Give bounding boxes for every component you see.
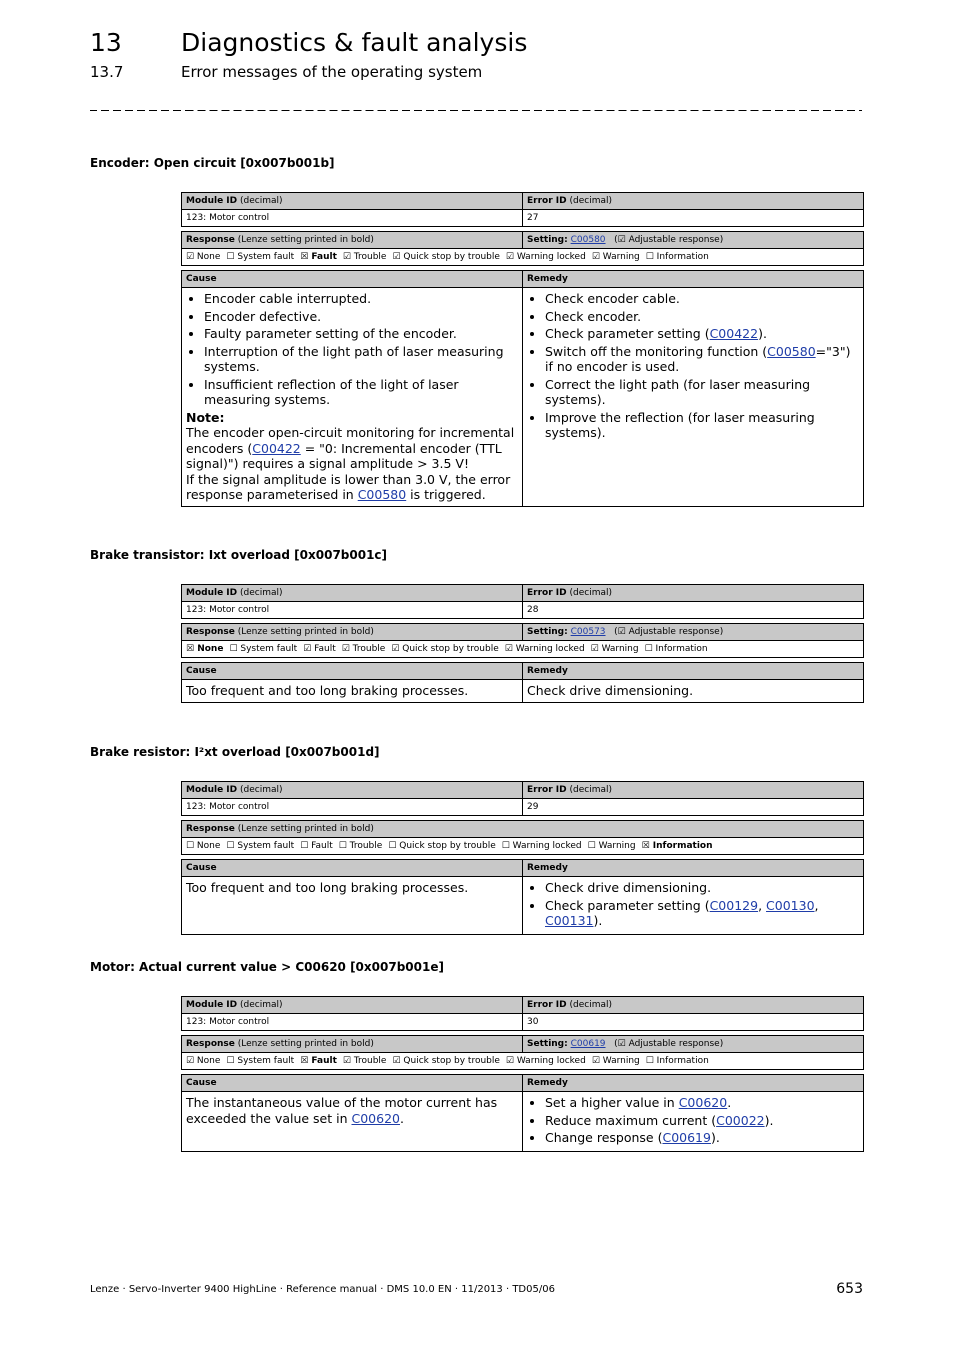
setting-link[interactable]: C00580 [570,235,606,245]
module-id-value: 123: Motor control [182,602,523,619]
link-c00620[interactable]: C00620 [678,1095,728,1110]
remedy-cell: • Check drive dimensioning. • Check parameter setting (C00129, C00130, C00131). [523,877,864,935]
error-id-value: 28 [523,602,864,619]
section-title: Error messages of the operating system [181,63,483,81]
response-options: ☑ None ☐ System fault ☒ Fault ☑ Trouble ☑ Quick stop by trouble ☑ Warning locked ☑ Warning ☐ Information [182,249,864,266]
response-table: Response (Lenze setting printed in bold) Setting: C00573 (☑ Adjustable response) ☒ None ☐ System fault ☑ Fault ☑ Trouble ☑ Quick stop by trouble ☑ Warning locked ☑ Warning ☐ Information [181,623,864,658]
error-block-brake-transistor [181,584,864,707]
module-id-value: 123: Motor control [182,799,523,816]
link-c00422[interactable]: C00422 [709,326,759,341]
cause-remedy-table: Cause Remedy Too frequent and too long braking processes. • Check drive dimensioning. • Check parameter setting (C00129, C00130, C00131). [181,859,864,935]
module-id-value: 123: Motor control [182,1014,523,1031]
footer-text: Lenze · Servo-Inverter 9400 HighLine · Reference manual · DMS 10.0 EN · 11/2013 · TD05/06 [90,1284,555,1295]
header-divider [90,110,862,111]
error-block-brake-resistor [181,781,864,939]
error-id-value: 29 [523,799,864,816]
chapter-number: 13 [90,28,122,57]
module-id-value: 123: Motor control [182,210,523,227]
id-table: Module ID (decimal) Error ID (decimal) 123: Motor control 30 [181,996,864,1031]
response-table: Response (Lenze setting printed in bold) Setting: C00580 (☑ Adjustable response) ☑ None ☐ System fault ☒ Fault ☑ Trouble ☑ Quick stop by trouble ☑ Warning locked ☑ Warning ☐ Information [181,231,864,266]
remedy-cell: • Check encoder cable. • Check encoder. • Check parameter setting (C00422). • Switch off the monitoring function (C00580="3") if no encoder is used. • Correct the light path (for laser measuring systems). • Improve the reflection (for laser measuring systems). [523,288,864,507]
cause-cell: Too frequent and too long braking processes. [182,877,523,935]
link-c00130[interactable]: C00130 [766,897,815,913]
error-id-value: 30 [523,1014,864,1031]
cause-remedy-table: Cause Remedy The instantaneous value of the motor current has exceeded the value set in C00620. • Set a higher value in C00620. • Reduce maximum current (C00022). • Change response (C00619). [181,1074,864,1152]
link-c00620[interactable]: C00620 [351,1110,400,1126]
id-table: Module ID (decimal) Error ID (decimal) 123: Motor control 28 [181,584,864,619]
id-table: Module ID (decimal) Error ID (decimal) 123: Motor control 27 [181,192,864,227]
error-title-motor-current: Motor: Actual current value > C00620 [0x007b001e] [90,960,444,974]
error-title-brake-resistor: Brake resistor: I²xt overload [0x007b001d] [90,745,380,759]
response-table: Response (Lenze setting printed in bold) ☐ None ☐ System fault ☐ Fault ☐ Trouble ☐ Quick stop by trouble ☐ Warning locked ☐ Warning ☒ Information [181,820,864,855]
section-number: 13.7 [90,63,124,81]
link-c00580[interactable]: C00580 [357,487,407,502]
link-c00022[interactable]: C00022 [716,1112,765,1128]
response-options: ☑ None ☐ System fault ☒ Fault ☑ Trouble ☑ Quick stop by trouble ☑ Warning locked ☑ Warning ☐ Information [182,1053,864,1070]
setting-link[interactable]: C00619 [570,1039,606,1049]
remedy-cell: Check drive dimensioning. [523,680,864,703]
error-block-motor-current [181,996,864,1156]
error-block-encoder-open-circuit [181,192,864,511]
link-c00422[interactable]: C00422 [252,440,301,456]
response-options: ☐ None ☐ System fault ☐ Fault ☐ Trouble ☐ Quick stop by trouble ☐ Warning locked ☐ Warning ☒ Information [182,838,864,855]
error-title-encoder-open-circuit: Encoder: Open circuit [0x007b001b] [90,156,335,170]
response-options: ☒ None ☐ System fault ☑ Fault ☑ Trouble ☑ Quick stop by trouble ☑ Warning locked ☑ Warning ☐ Information [182,641,864,658]
id-table: Module ID (decimal) Error ID (decimal) 123: Motor control 29 [181,781,864,816]
link-c00129[interactable]: C00129 [709,897,759,913]
chapter-title: Diagnostics & fault analysis [181,28,528,57]
page-number: 653 [836,1281,863,1297]
cause-cell: Too frequent and too long braking processes. [182,680,523,703]
cause-remedy-table: Cause Remedy Too frequent and too long braking processes. Check drive dimensioning. [181,662,864,703]
cause-cell: The instantaneous value of the motor current has exceeded the value set in C00620. [182,1092,523,1152]
remedy-cell: • Set a higher value in C00620. • Reduce maximum current (C00022). • Change response (C00619). [523,1092,864,1152]
link-c00131[interactable]: C00131 [545,913,594,928]
link-c00580[interactable]: C00580 [767,343,816,359]
link-c00619[interactable]: C00619 [662,1130,711,1145]
cause-cell: • Encoder cable interrupted. • Encoder defective. • Faulty parameter setting of the encoder. • Interruption of the light path of laser measuring systems. • Insufficient reflection of the light of laser measuring systems. Note: The encoder open-circuit monitoring for incremental encoders (C00422 = "0: Incremental encoder (TTL signal)") requires a signal amplitude > 3.5 V! If the signal amplitude is lower than 3.0 V, the error response parameterised in C00580 is triggered. [182,288,523,507]
response-table: Response (Lenze setting printed in bold) Setting: C00619 (☑ Adjustable response) ☑ None ☐ System fault ☒ Fault ☑ Trouble ☑ Quick stop by trouble ☑ Warning locked ☑ Warning ☐ Information [181,1035,864,1070]
setting-link[interactable]: C00573 [570,627,606,637]
cause-remedy-table: Cause Remedy • Encoder cable interrupted. • Encoder defective. • Faulty parameter setting of the encoder. • Interruption of the light path of laser measuring systems. • Insufficient reflection of the light of laser measuring systems. Note: The encoder open-circuit monitoring for incremental encoders (C00422 = "0: Incremental encoder (TTL signal)") requires a signal amplitude > 3.5 V! If the signal amplitude is lower than 3.0 V, the error response parameterised in C00580 is triggered. • Check encoder cable. • Check encoder. • Check parameter setting (C00422). • Switch off the monitoring function (C00580="3") if no encoder is used. • Correct the light path (for laser measuring systems). • Improve the reflection (for laser measuring systems). [181,270,864,507]
error-title-brake-transistor: Brake transistor: Ixt overload [0x007b001c] [90,548,388,562]
error-id-value: 27 [523,210,864,227]
